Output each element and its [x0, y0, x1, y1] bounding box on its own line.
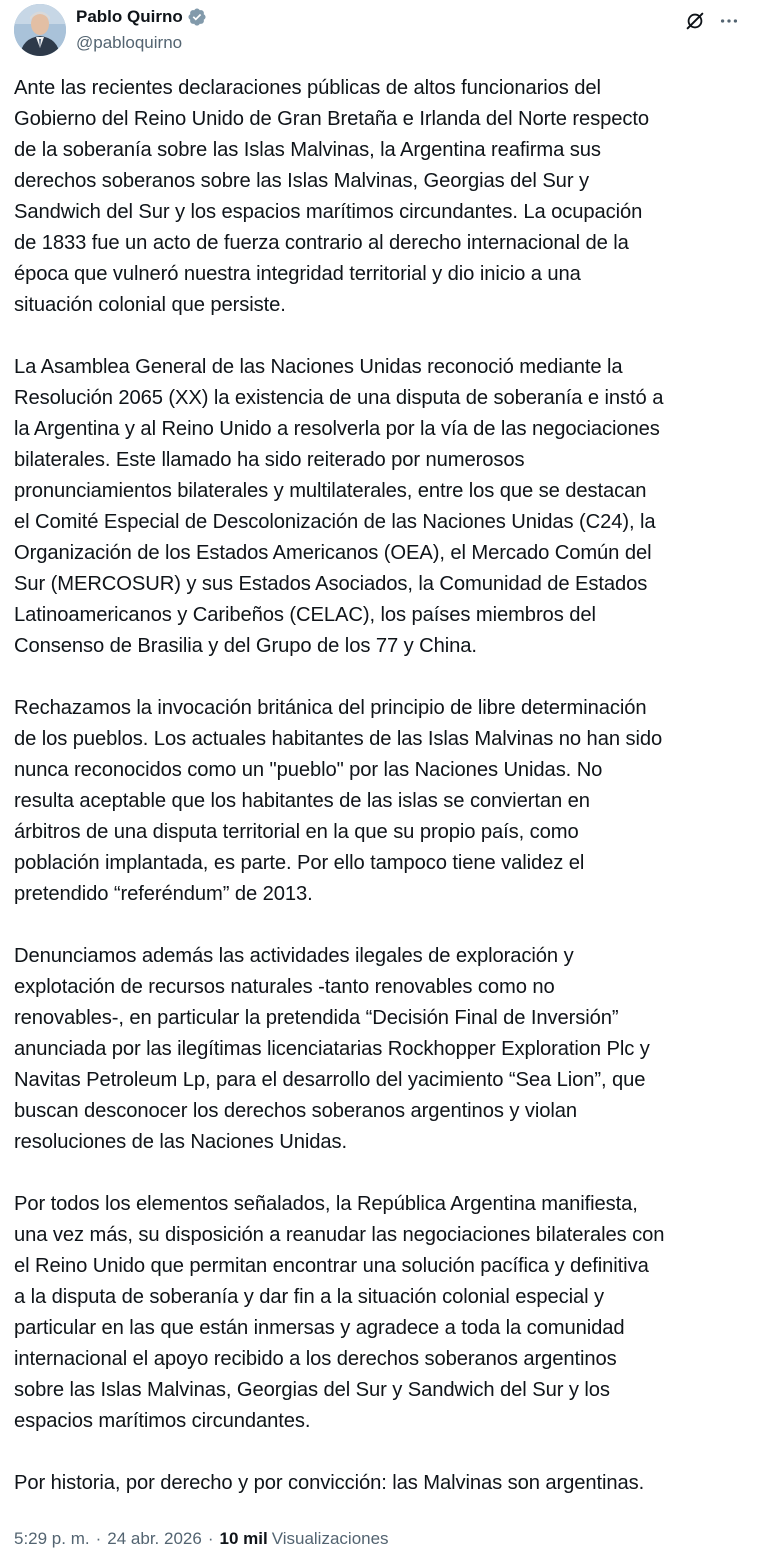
tweet-text: [14, 73, 754, 1499]
tweet-text-line: Consenso de Brasilia y del Grupo de los 77 y China.: [14, 635, 477, 657]
tweet-text-line: Denunciamos además las actividades ilegales de exploración y: [14, 945, 574, 967]
tweet-text-line: de 1833 fue un acto de fuerza contrario al derecho internacional de la: [14, 232, 629, 254]
tweet-paragraph: [14, 73, 754, 321]
tweet-paragraph: [14, 1189, 754, 1437]
tweet-text-line: Por todos los elementos señalados, la República Argentina manifiesta,: [14, 1193, 638, 1215]
name-row: [76, 4, 207, 30]
tweet-text-line: árbitros de una disputa territorial en la que su propio país, como: [14, 821, 579, 843]
tweet-text-line: espacios marítimos circundantes.: [14, 1410, 311, 1432]
paragraph-gap: [14, 1437, 754, 1468]
tweet-text-line: de los pueblos. Los actuales habitantes de las Islas Malvinas no han sido: [14, 728, 663, 750]
footer-separator: ·: [95, 1529, 102, 1548]
tweet-footer: [14, 1525, 389, 1553]
paragraph-gap: [14, 1158, 754, 1189]
avatar-photo: [14, 4, 66, 56]
tweet-text-line: resoluciones de las Naciones Unidas.: [14, 1131, 348, 1153]
tweet-text-line: anunciada por las ilegítimas licenciatarias Rockhopper Exploration Plc y: [14, 1038, 650, 1060]
tweet-text-line: explotación de recursos naturales -tanto renovables como no: [14, 976, 555, 998]
tweet-text-line: época que vulneró nuestra integridad territorial y dio inicio a una: [14, 263, 581, 285]
avatar[interactable]: [14, 4, 66, 56]
grok-icon[interactable]: [678, 6, 712, 36]
tweet-text-line: sobre las Islas Malvinas, Georgias del Sur y Sandwich del Sur y los: [14, 1379, 610, 1401]
paragraph-gap: [14, 910, 754, 941]
tweet-paragraph: [14, 941, 754, 1158]
tweet-text-line: Sur (MERCOSUR) y sus Estados Asociados, la Comunidad de Estados: [14, 573, 648, 595]
tweet-text-line: una vez más, su disposición a reanudar las negociaciones bilaterales con: [14, 1224, 665, 1246]
tweet-text-line: Rechazamos la invocación británica del principio de libre determinación: [14, 697, 647, 719]
tweet-text-line: el Comité Especial de Descolonización de las Naciones Unidas (C24), la: [14, 511, 656, 533]
tweet-date[interactable]: 24 abr. 2026: [107, 1529, 202, 1548]
tweet-paragraph: [14, 693, 754, 910]
tweet-paragraph: [14, 1468, 754, 1499]
views-count: 10 mil: [219, 1529, 268, 1548]
tweet-text-line: nunca reconocidos como un "pueblo" por las Naciones Unidas. No: [14, 759, 603, 781]
tweet-text-line: Navitas Petroleum Lp, para el desarrollo del yacimiento “Sea Lion”, que: [14, 1069, 646, 1091]
author-info: [76, 4, 207, 56]
tweet-text-line: buscan desconocer los derechos soberanos argentinos y violan: [14, 1100, 577, 1122]
tweet-text-line: bilaterales. Este llamado ha sido reiterado por numerosos: [14, 449, 525, 471]
tweet-text-line: población implantada, es parte. Por ello tampoco tiene validez el: [14, 852, 585, 874]
tweet-text-line: de la soberanía sobre las Islas Malvinas, la Argentina reafirma sus: [14, 139, 601, 161]
tweet-text-line: Por historia, por derecho y por convicción: las Malvinas son argentinas.: [14, 1472, 645, 1494]
tweet-header: [14, 4, 746, 58]
tweet-text-line: Ante las recientes declaraciones públicas de altos funcionarios del: [14, 77, 601, 99]
tweet-text-line: Sandwich del Sur y los espacios marítimos circundantes. La ocupación: [14, 201, 643, 223]
tweet-text-line: pretendido “referéndum” de 2013.: [14, 883, 313, 905]
footer-separator: ·: [207, 1529, 214, 1548]
verified-badge-icon[interactable]: [187, 7, 207, 27]
tweet-time[interactable]: 5:29 p. m.: [14, 1529, 90, 1548]
tweet-text-line: resulta aceptable que los habitantes de las islas se conviertan en: [14, 790, 590, 812]
header-actions: [678, 6, 746, 36]
tweet-text-line: a la disputa de soberanía y dar fin a la situación colonial especial y: [14, 1286, 605, 1308]
more-options-icon[interactable]: [712, 6, 746, 36]
tweet-text-line: situación colonial que persiste.: [14, 294, 286, 316]
tweet-text-line: Gobierno del Reino Unido de Gran Bretaña e Irlanda del Norte respecto: [14, 108, 650, 130]
paragraph-gap: [14, 321, 754, 352]
author-display-name[interactable]: Pablo Quirno: [76, 7, 183, 26]
tweet-text-line: derechos soberanos sobre las Islas Malvinas, Georgias del Sur y: [14, 170, 589, 192]
views-label[interactable]: Visualizaciones: [271, 1529, 389, 1548]
tweet-text-line: particular en las que están inmersas y agradece a toda la comunidad: [14, 1317, 625, 1339]
tweet-text-line: el Reino Unido que permitan encontrar una solución pacífica y definitiva: [14, 1255, 649, 1277]
tweet-text-line: Organización de los Estados Americanos (OEA), el Mercado Común del: [14, 542, 652, 564]
tweet-text-line: Resolución 2065 (XX) la existencia de una disputa de soberanía e instó a: [14, 387, 664, 409]
tweet-paragraph: [14, 352, 754, 662]
tweet-text-line: pronunciamientos bilaterales y multilaterales, entre los que se destacan: [14, 480, 647, 502]
tweet-text-line: Latinoamericanos y Caribeños (CELAC), los países miembros del: [14, 604, 596, 626]
author-handle[interactable]: @pabloquirno: [76, 33, 183, 52]
tweet-text-line: La Asamblea General de las Naciones Unidas reconoció mediante la: [14, 356, 623, 378]
tweet-text-line: renovables-, en particular la pretendida “Decisión Final de Inversión”: [14, 1007, 619, 1029]
tweet-text-line: la Argentina y al Reino Unido a resolverla por la vía de las negociaciones: [14, 418, 660, 440]
paragraph-gap: [14, 662, 754, 693]
tweet-text-line: internacional el apoyo recibido a los derechos soberanos argentinos: [14, 1348, 617, 1370]
